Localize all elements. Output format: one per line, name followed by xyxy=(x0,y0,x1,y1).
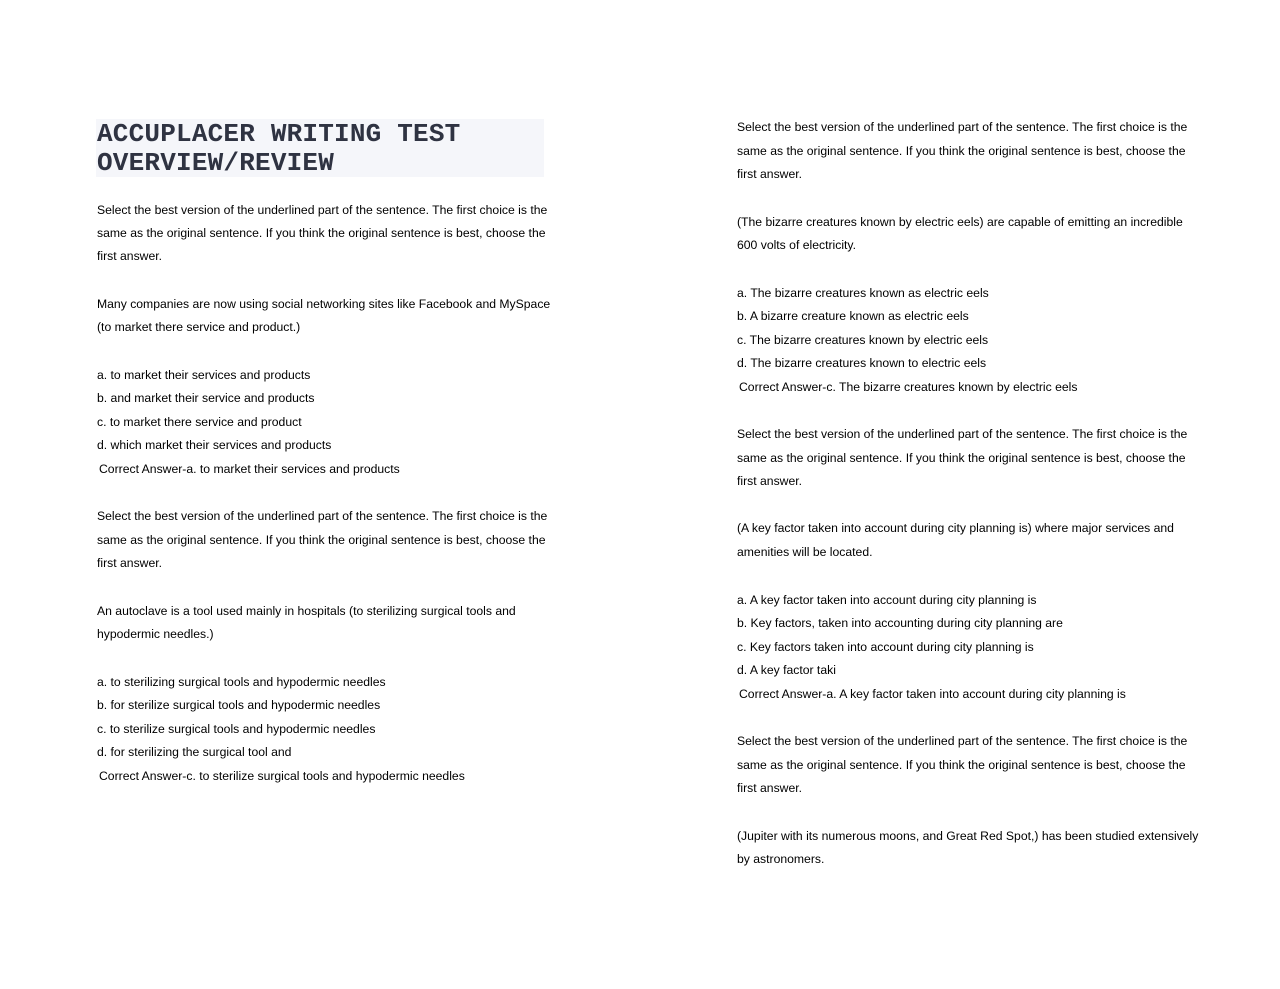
answer-option: c. The bizarre creatures known by electric eels xyxy=(737,333,989,347)
answer-option: c. to sterilize surgical tools and hypodermic needles xyxy=(97,722,376,736)
question-sentence: (Jupiter with its numerous moons, and Great Red Spot,) has been studied extensively xyxy=(737,829,1199,843)
instruction-line: first answer. xyxy=(97,556,163,570)
question-sentence: hypodermic needles.) xyxy=(97,627,214,641)
answer-option: d. A key factor taki xyxy=(737,663,836,677)
question-sentence: Many companies are now using social networking sites like Facebook and MySpace xyxy=(97,297,551,311)
answer-option: b. and market their service and products xyxy=(97,391,315,405)
correct-answer: Correct Answer-a. to market their services and products xyxy=(99,462,400,476)
instruction-line: first answer. xyxy=(737,781,803,795)
question-sentence: (The bizarre creatures known by electric eels) are capable of emitting an incredible xyxy=(737,215,1183,229)
instruction-line: first answer. xyxy=(97,249,163,263)
correct-answer: Correct Answer-c. to sterilize surgical tools and hypodermic needles xyxy=(99,769,465,783)
answer-option: a. A key factor taken into account during city planning is xyxy=(737,593,1037,607)
question-sentence: 600 volts of electricity. xyxy=(737,238,856,252)
instruction-line: Select the best version of the underlined part of the sentence. The first choice is the xyxy=(737,734,1188,748)
instruction-line: same as the original sentence. If you think the original sentence is best, choose the xyxy=(97,533,546,547)
answer-option: d. for sterilizing the surgical tool and xyxy=(97,745,292,759)
question-sentence: by astronomers. xyxy=(737,852,825,866)
answer-option: b. for sterilize surgical tools and hypodermic needles xyxy=(97,698,381,712)
page-title-line-2: OVERVIEW/REVIEW xyxy=(97,148,335,178)
instruction-line: first answer. xyxy=(737,474,803,488)
question-sentence: (A key factor taken into account during city planning is) where major services and xyxy=(737,521,1174,535)
question-sentence: amenities will be located. xyxy=(737,545,873,559)
page-title-line-1: ACCUPLACER WRITING TEST xyxy=(97,119,461,149)
correct-answer: Correct Answer-c. The bizarre creatures known by electric eels xyxy=(739,380,1078,394)
instruction-line: Select the best version of the underlined part of the sentence. The first choice is the xyxy=(737,427,1188,441)
answer-option: c. Key factors taken into account during city planning is xyxy=(737,640,1034,654)
instruction-line: Select the best version of the underlined part of the sentence. The first choice is the xyxy=(97,203,548,217)
question-sentence: An autoclave is a tool used mainly in hospitals (to sterilizing surgical tools and xyxy=(97,604,516,618)
question-sentence: (to market there service and product.) xyxy=(97,320,301,334)
answer-option: a. to market their services and products xyxy=(97,368,311,382)
instruction-line: Select the best version of the underlined part of the sentence. The first choice is the xyxy=(97,509,548,523)
answer-option: a. The bizarre creatures known as electric eels xyxy=(737,286,989,300)
instruction-line: same as the original sentence. If you think the original sentence is best, choose the xyxy=(97,226,546,240)
answer-option: b. A bizarre creature known as electric eels xyxy=(737,309,969,323)
instruction-line: same as the original sentence. If you think the original sentence is best, choose the xyxy=(737,451,1186,465)
instruction-line: same as the original sentence. If you think the original sentence is best, choose the xyxy=(737,758,1186,772)
instruction-line: same as the original sentence. If you think the original sentence is best, choose the xyxy=(737,144,1186,158)
answer-option: a. to sterilizing surgical tools and hypodermic needles xyxy=(97,675,386,689)
answer-option: b. Key factors, taken into accounting during city planning are xyxy=(737,616,1063,630)
instruction-line: first answer. xyxy=(737,167,803,181)
answer-option: d. which market their services and products xyxy=(97,438,332,452)
answer-option: d. The bizarre creatures known to electric eels xyxy=(737,356,987,370)
answer-option: c. to market there service and product xyxy=(97,415,302,429)
instruction-line: Select the best version of the underlined part of the sentence. The first choice is the xyxy=(737,120,1188,134)
correct-answer: Correct Answer-a. A key factor taken into account during city planning is xyxy=(739,687,1126,701)
